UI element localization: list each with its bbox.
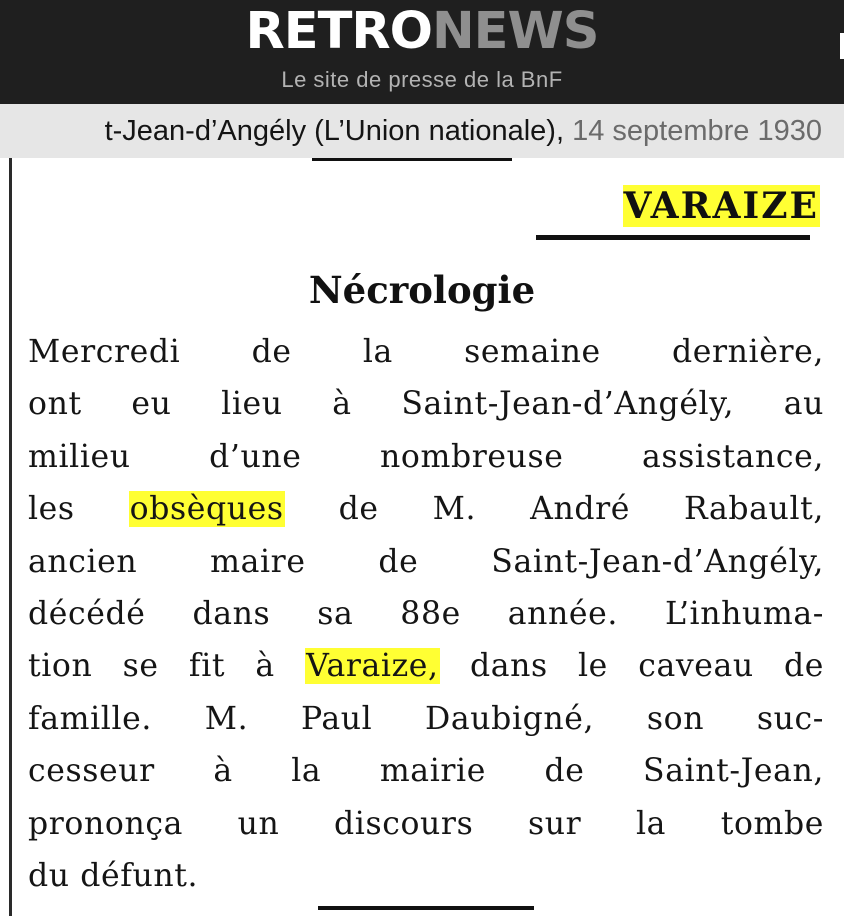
issue-date: 14 septembre 1930 [572,115,822,147]
article-body [28,326,824,902]
article-line: famille. M. Paul Daubigné, son suc- [28,700,824,737]
article-line: Mercredi de la semaine dernière, [28,334,824,370]
article-line: du défunt. [28,857,199,894]
article-line: les obsèques de M. André Rabault, [28,491,824,528]
logo-news: NEWS [432,2,599,61]
article-line: ancien maire de Saint-Jean-d’Angély, [28,543,824,580]
village-heading [623,184,820,228]
retronews-logo[interactable] [0,4,844,60]
article-line: milieu d’une nombreuse assistance, [28,438,824,475]
article-line: ont eu lieu à Saint-Jean-d’Angély, au [28,386,824,423]
newspaper-clipping [0,158,844,916]
article-line: cesseur à la mairie de Saint-Jean, [28,753,824,790]
logo-retro: RETRO [245,2,432,61]
source-line [105,114,822,148]
newspaper-title[interactable]: t-Jean-d’Angély (L’Union nationale), [104,115,565,147]
article-line: tion se fit à Varaize, dans le caveau de [28,648,825,685]
village-underline [536,235,810,240]
village-highlight: VARAIZE [623,185,819,227]
bottom-rule [318,906,534,910]
article-line: décédé dans sa 88e année. L’inhuma- [28,595,824,632]
article-line: prononça un discours sur la tombe [28,805,824,842]
edge-mark [840,33,844,59]
site-header [0,0,844,104]
highlight-obseques: obsèques [129,491,284,528]
site-tagline: Le site de presse de la BnF [281,67,563,92]
highlight-varaize: Varaize, [306,648,439,685]
source-bar [0,104,844,158]
top-rule [312,158,512,161]
article-heading: Nécrologie [308,268,536,312]
